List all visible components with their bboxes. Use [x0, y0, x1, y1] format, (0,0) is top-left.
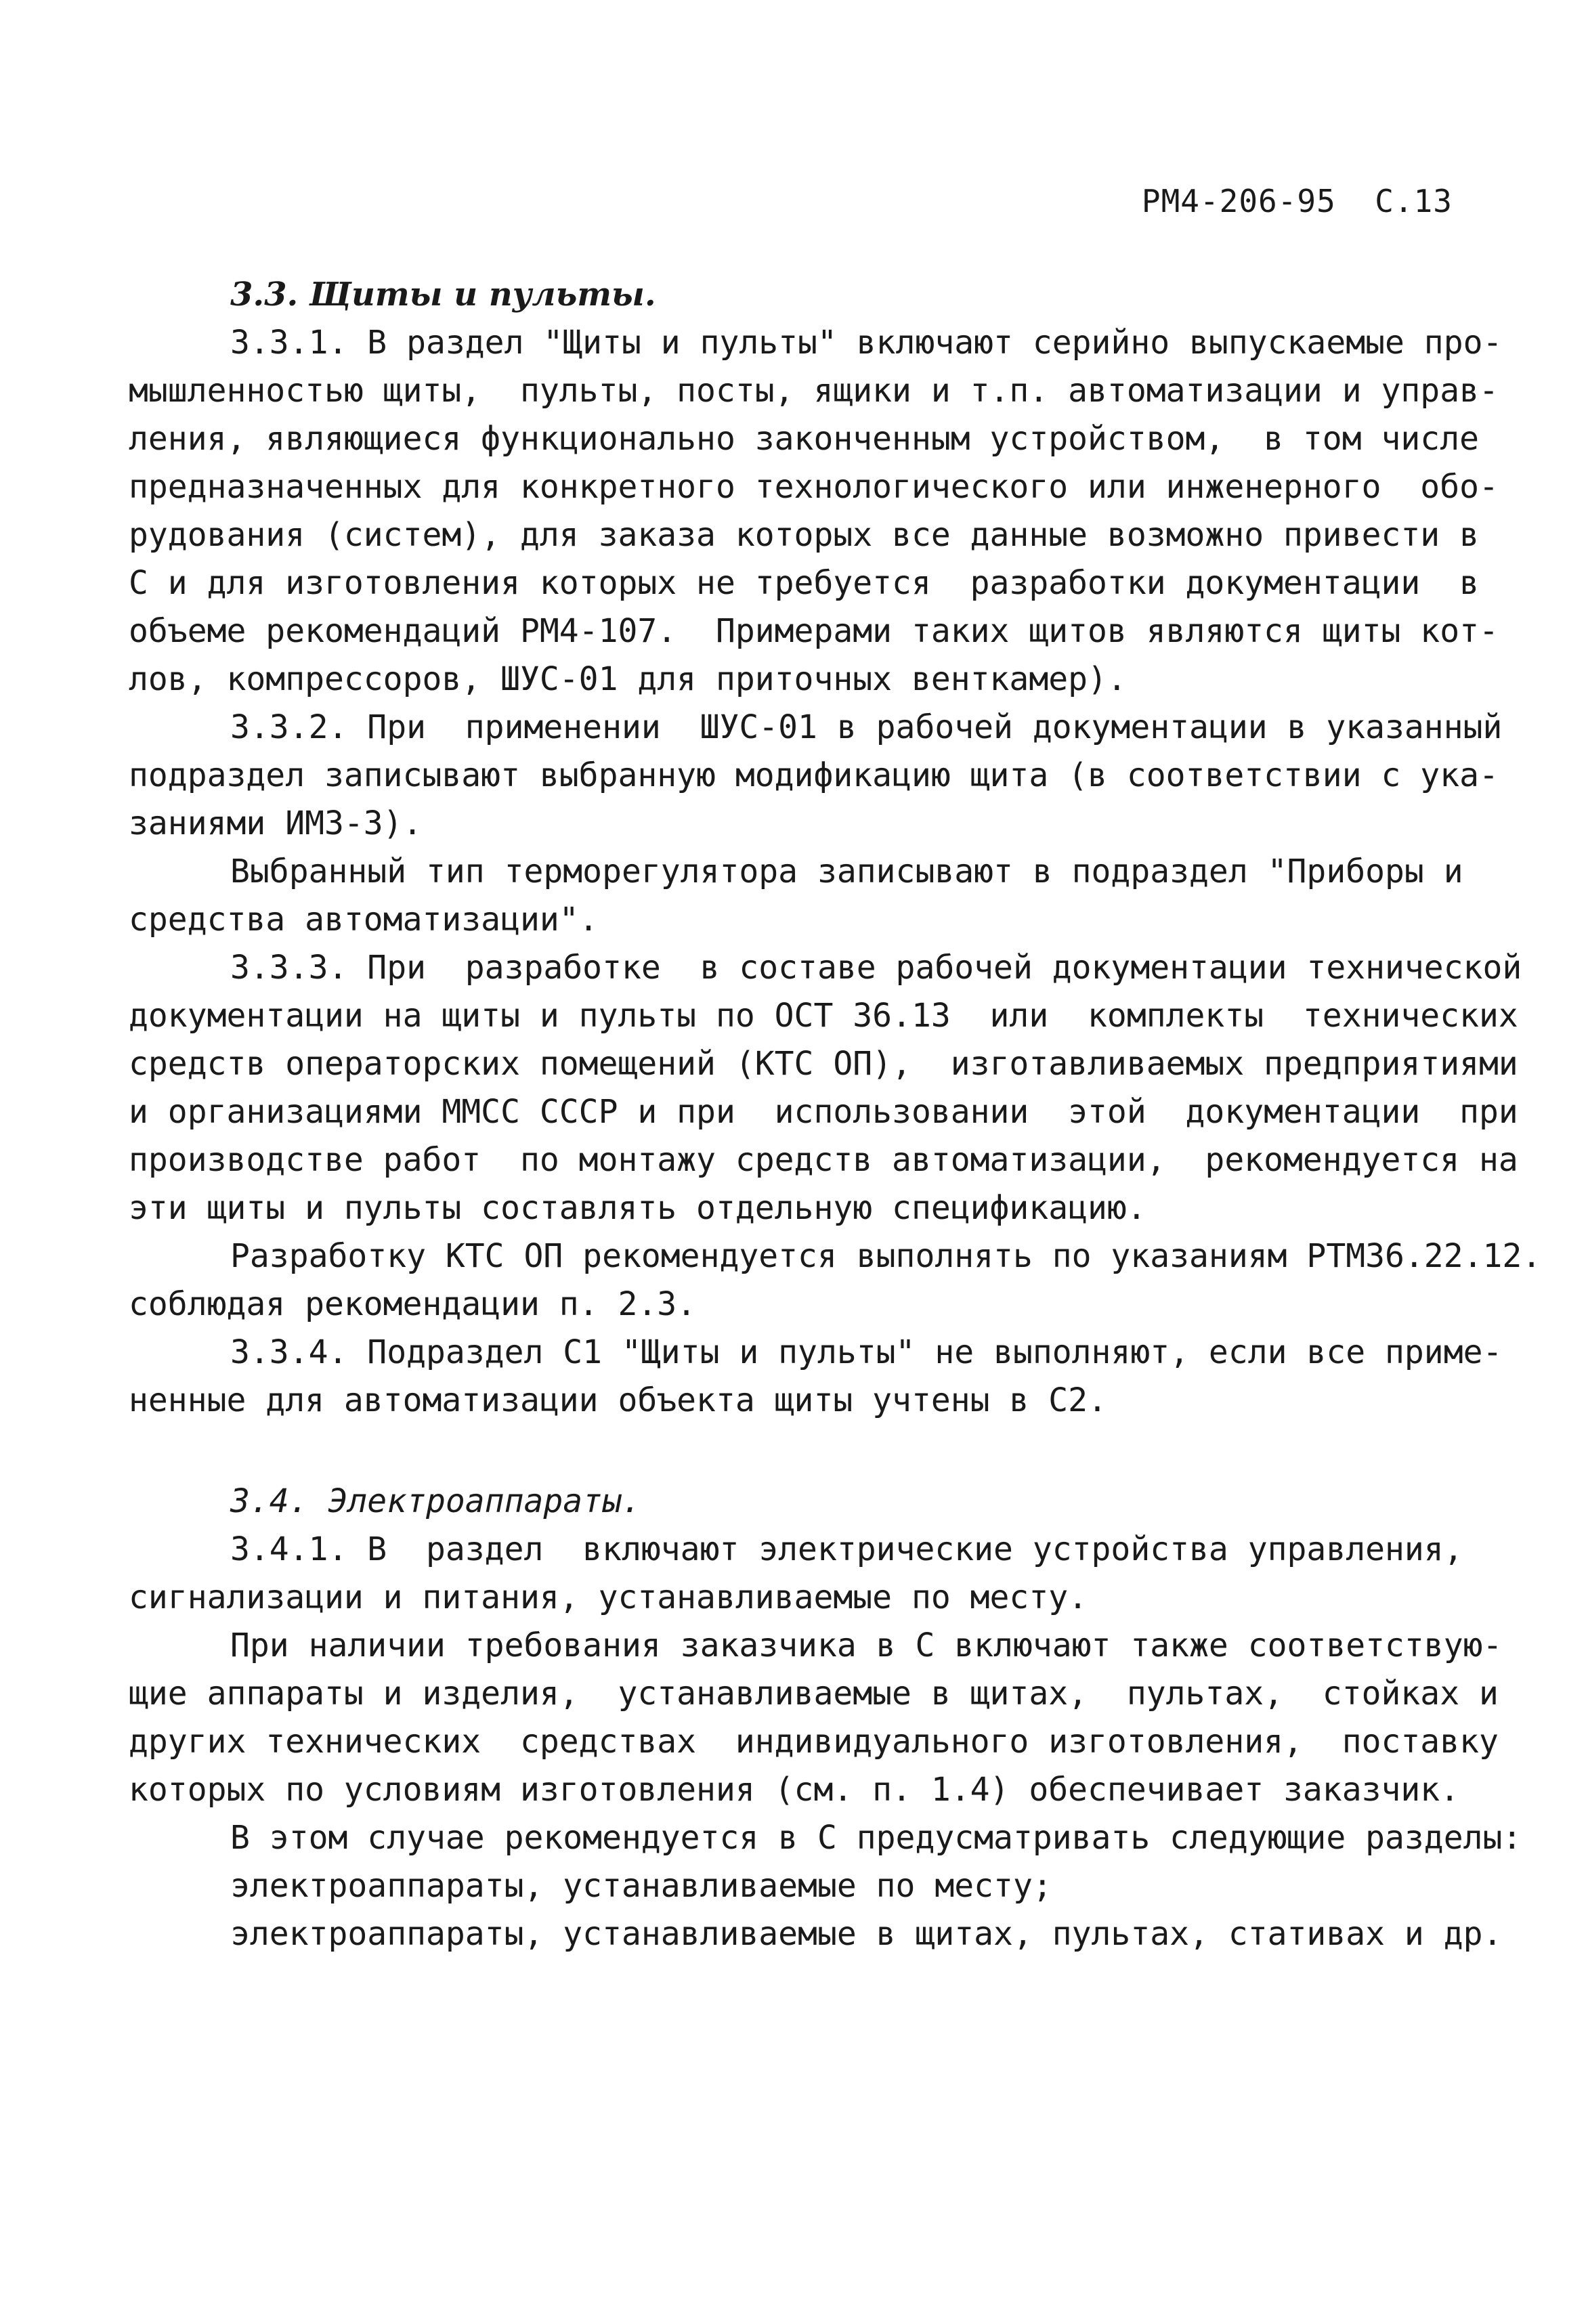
- paragraph-line: 3.3.2. При применении ШУС-01 в рабочей документации в указанный: [230, 708, 1503, 746]
- document-code: РМ4-206-95: [1141, 183, 1336, 219]
- section-heading-3-4: 3.4. Электроаппараты.: [230, 1482, 641, 1520]
- paragraph-line: и организациями ММСС СССР и при использовании этой документации при: [129, 1093, 1518, 1131]
- paragraph-line: предназначенных для конкретного технологического или инженерного обо-: [129, 468, 1499, 506]
- section-spacer: [129, 1425, 1469, 1478]
- paragraph-line: С и для изготовления которых не требуется разработки документации в: [129, 564, 1479, 602]
- paragraph-line: других технических средствах индивидуального изготовления, поставку: [129, 1723, 1499, 1761]
- paragraph-line: сигнализации и питания, устанавливаемые по месту.: [129, 1578, 1088, 1616]
- paragraph-line: В этом случае рекомендуется в С предусматривать следующие разделы:: [230, 1819, 1522, 1857]
- paragraph-line: лов, компрессоров, ШУС-01 для приточных венткамер).: [129, 660, 1127, 698]
- paragraph-line: документации на щиты и пульты по ОСТ 36.13 или комплекты технических: [129, 997, 1518, 1035]
- paragraph-line: соблюдая рекомендации п. 2.3.: [129, 1285, 697, 1323]
- paragraph-line: заниями ИМЗ-3).: [129, 804, 423, 842]
- paragraph-line: производстве работ по монтажу средств автоматизации, рекомендуется на: [129, 1141, 1518, 1179]
- paragraph-line: При наличии требования заказчика в С включают также соответствую-: [230, 1627, 1503, 1664]
- paragraph-line: Выбранный тип терморегулятора записывают в подраздел "Приборы и: [230, 853, 1463, 890]
- paragraph-line: электроаппараты, устанавливаемые в щитах, пультах, стативах и др.: [230, 1915, 1503, 1953]
- paragraph-line: электроаппараты, устанавливаемые по месту;: [230, 1867, 1052, 1905]
- paragraph-line: объеме рекомендаций РМ4-107. Примерами таких щитов являются щиты кот-: [129, 612, 1499, 650]
- paragraph-line: 3.4.1. В раздел включают электрические устройства управления,: [230, 1530, 1463, 1568]
- paragraph-line: 3.3.4. Подраздел С1 "Щиты и пульты" не выполняют, если все приме-: [230, 1333, 1503, 1371]
- page-number: С.13: [1375, 183, 1453, 219]
- paragraph-line: эти щиты и пульты составлять отдельную спецификацию.: [129, 1189, 1146, 1227]
- paragraph-line: средства автоматизации".: [129, 901, 599, 939]
- paragraph-line: 3.3.1. В раздел "Щиты и пульты" включают серийно выпускаемые про-: [230, 324, 1503, 362]
- paragraph-line: 3.3.3. При разработке в составе рабочей документации технической: [230, 949, 1522, 987]
- paragraph-line: которых по условиям изготовления (см. п. 1.4) обеспечивает заказчик.: [129, 1771, 1460, 1809]
- paragraph-line: щие аппараты и изделия, устанавливаемые в щитах, пультах, стойках и: [129, 1675, 1499, 1713]
- paragraph-line: подраздел записывают выбранную модификацию щита (в соответствии с ука-: [129, 756, 1499, 794]
- page-header: [1142, 183, 1453, 219]
- paragraph-line: мышленностью щиты, пульты, посты, ящики и т.п. автоматизации и управ-: [129, 372, 1499, 410]
- paragraph-line: Разработку КТС ОП рекомендуется выполнять по указаниям РТМ36.22.12.: [230, 1237, 1542, 1275]
- paragraph-line: рудования (систем), для заказа которых все данные возможно привести в: [129, 516, 1479, 554]
- paragraph-line: средств операторских помещений (КТС ОП), изготавливаемых предприятиями: [129, 1045, 1518, 1083]
- paragraph-line: ления, являющиеся функционально законченным устройством, в том числе: [129, 420, 1479, 458]
- section-heading-3-3: 3.3. Щиты и пульты.: [230, 276, 656, 314]
- document-body: [129, 271, 1542, 1958]
- paragraph-line: ненные для автоматизации объекта щиты учтены в С2.: [129, 1381, 1107, 1419]
